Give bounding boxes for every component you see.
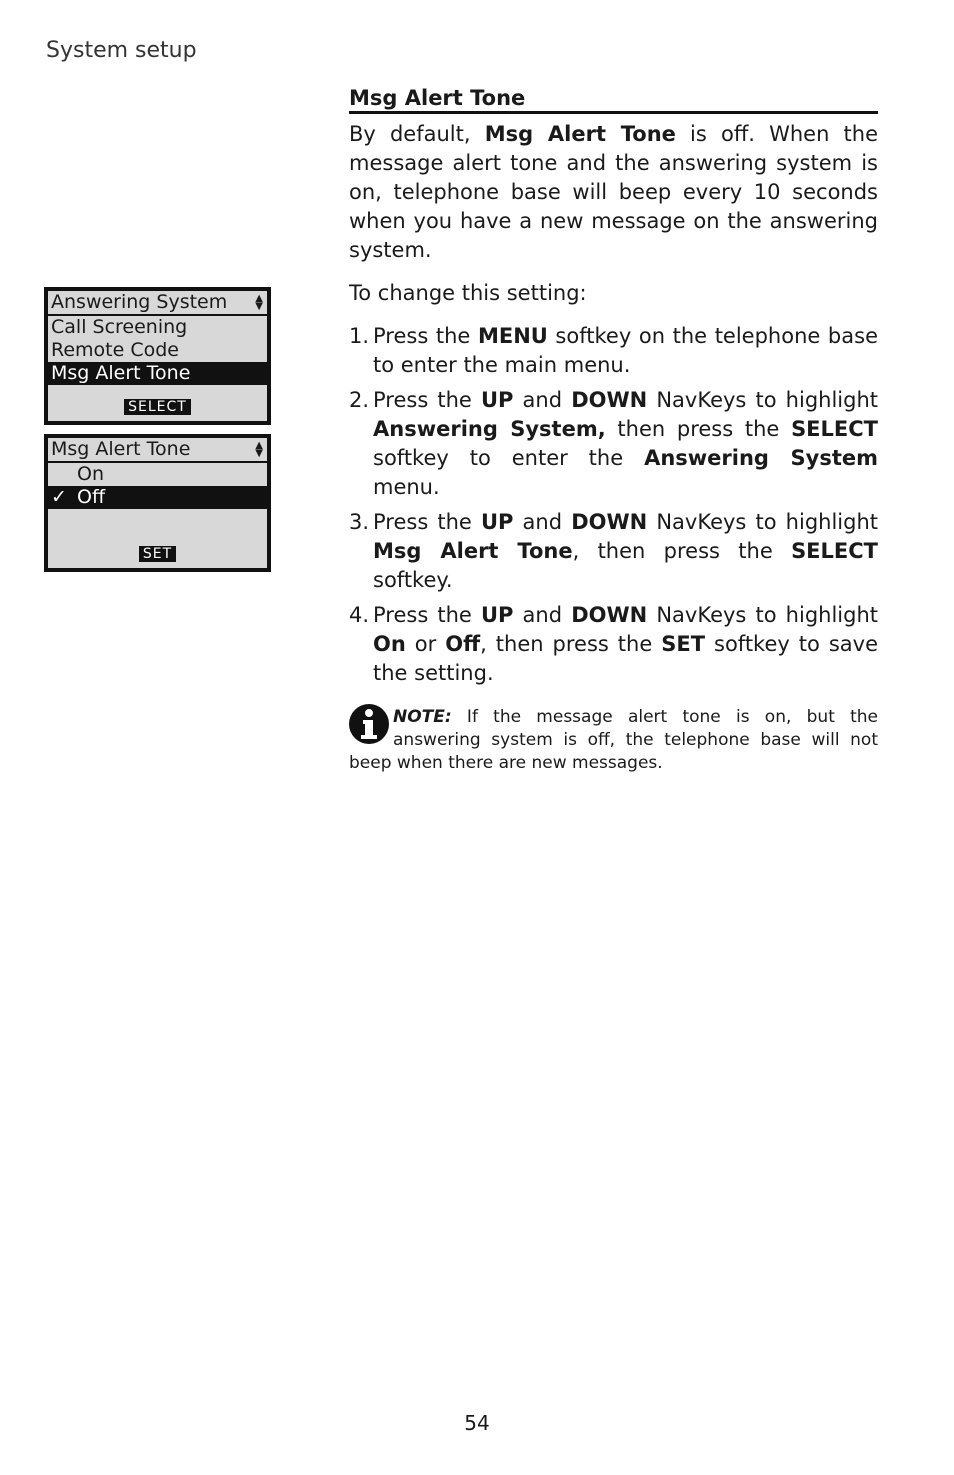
lcd-menu-item-highlighted: Msg Alert Tone [48,362,267,385]
lcd-title [48,438,267,463]
page-number: 54 [464,1411,490,1435]
lcd-title-text: Msg Alert Tone [51,438,191,460]
main-content [349,120,878,775]
checkmark-icon: ✓ [51,486,67,508]
scroll-arrows-icon: ▲ ▼ [255,292,263,312]
lcd-title-text: Answering System [51,291,228,313]
lcd-screen-answering-system [44,287,271,425]
step-item: 4. Press the UP and DOWN NavKeys to highlight On or Off, then press the SET softkey to save the setting. [349,603,879,685]
step-item: 3. Press the UP and DOWN NavKeys to highlight Msg Alert Tone, then press the SELECT softkey. [349,510,879,592]
info-icon [349,704,389,744]
lcd-menu-item: Call Screening [51,316,188,338]
change-setting-text: To change this setting: [349,281,587,305]
lcd-screen-msg-alert-tone [44,434,271,572]
step-item: 1. Press the MENU softkey on the telephone base to enter the main menu. [349,324,878,377]
running-header: System setup [46,38,197,63]
intro-paragraph: By default, Msg Alert Tone is off. When the message alert tone and the answering system is on, telephone base will beep every 10 seconds when you have a new message on the answering system. [349,122,879,262]
lcd-softkey-set: SET [48,543,267,562]
note-text: If the message alert tone is on, but the answering system is off, the telephone base will not beep when there are new messages. [349,707,878,773]
steps-list [349,322,878,688]
note-box [349,706,878,775]
lcd-option-item-highlighted: ✓ Off [48,486,267,509]
lcd-title [48,291,267,316]
scroll-arrows-icon: ▲ ▼ [255,439,263,459]
lcd-option-item: On [77,463,104,485]
lcd-softkey-select: SELECT [48,396,267,415]
step-item: 2. Press the UP and DOWN NavKeys to highlight Answering System, then press the SELECT softkey to enter the Answering System menu. [349,388,879,499]
lcd-menu-item: Remote Code [51,339,179,361]
note-label: NOTE: [393,707,452,727]
section-title: Msg Alert Tone [349,86,878,114]
